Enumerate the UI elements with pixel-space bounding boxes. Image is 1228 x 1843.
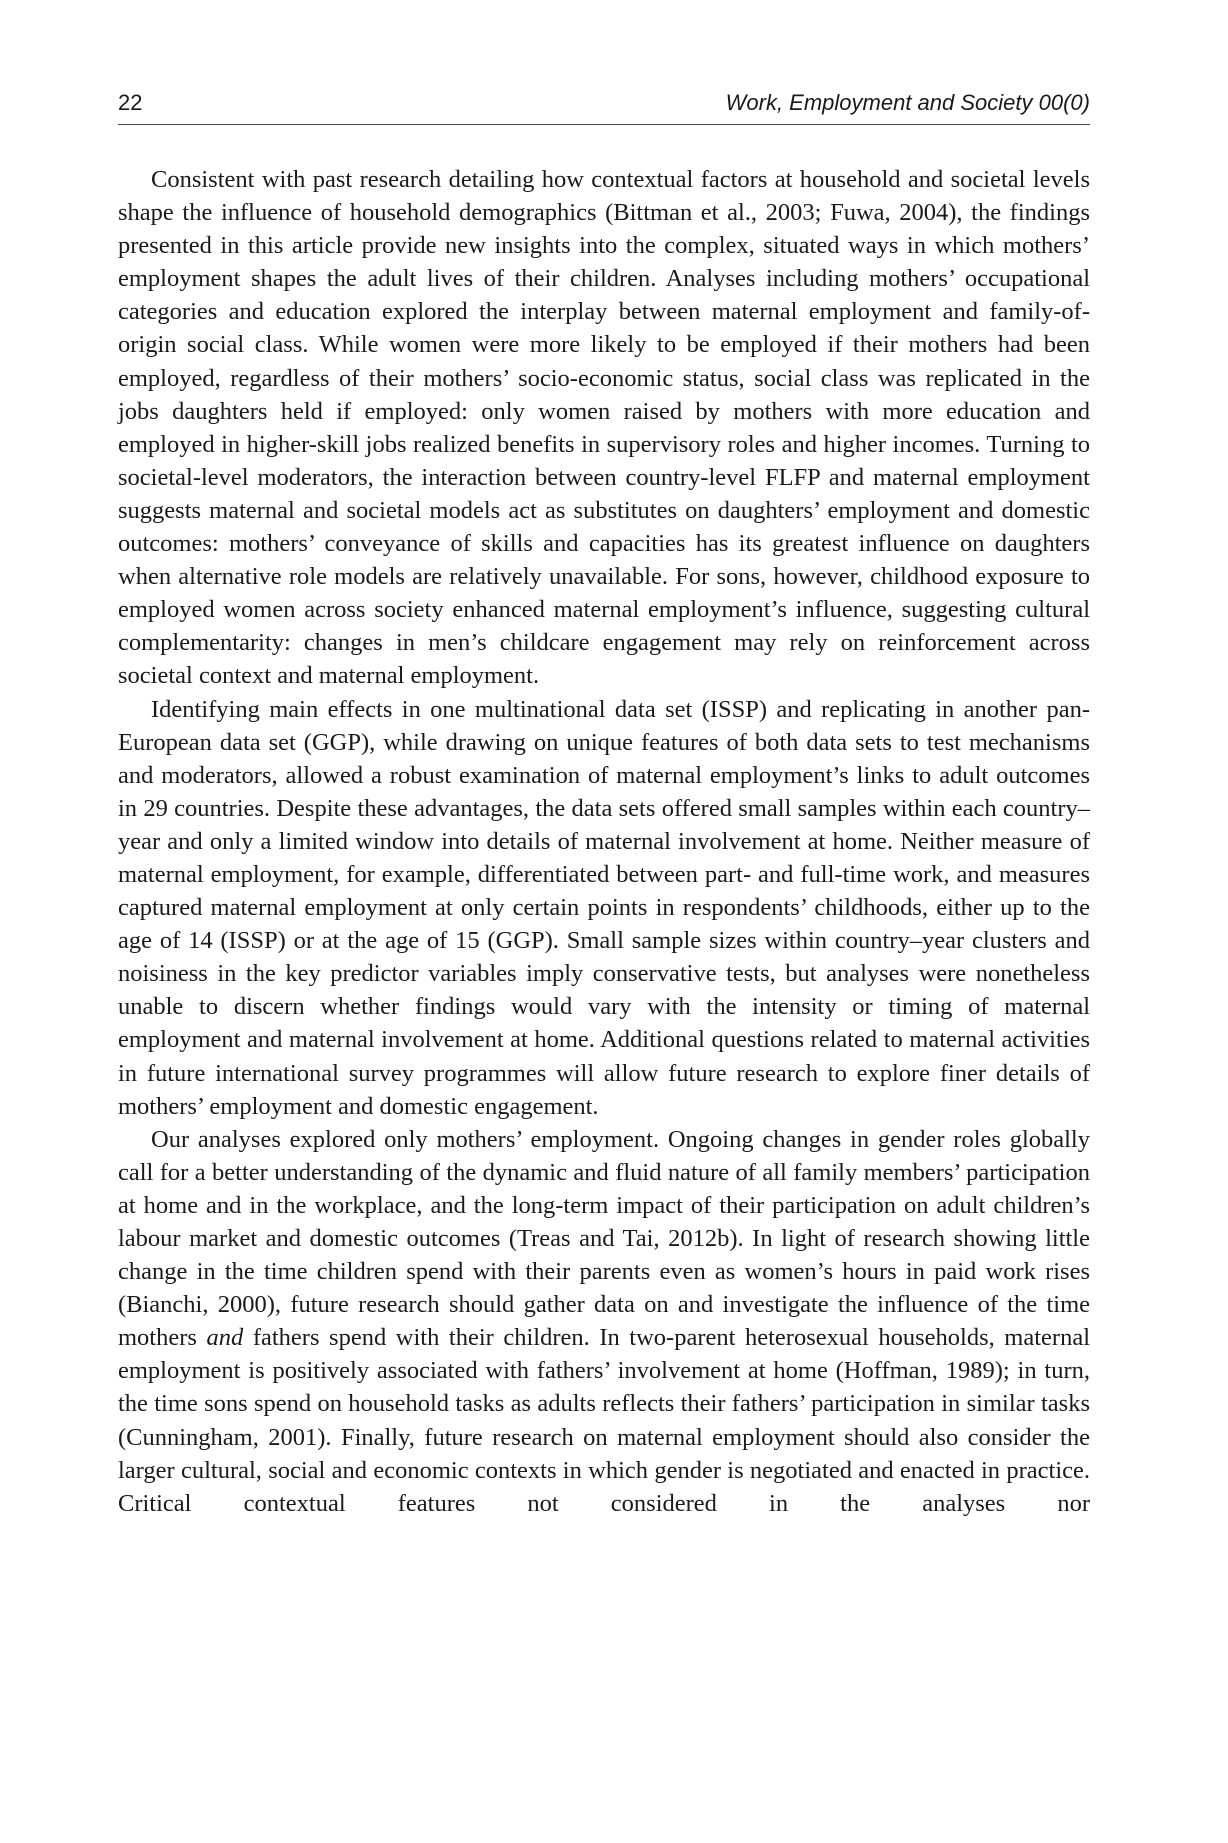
paragraph-text-segment: Our analyses explored only mothers’ employment. Ongoing changes in gender roles globally call for a better understanding of the dynamic and fluid nature of all family members’ participation at home and in the workplace, and the long-term impact of their participation on adult children’s labour market and domestic outcomes (Treas and Tai, 2012b). In light of research showing little change in the time children spend with their parents even as women’s hours in paid work rises (Bianchi, 2000), future research should gather data on and investigate the influence of the time mothers <box>118 1125 1090 1352</box>
emphasis-and: and <box>206 1324 244 1352</box>
paragraph-contextual-factors: Consistent with past research detailing how contextual factors at household and societal levels shape the influence of household demographics (Bittman et al., 2003; Fuwa, 2004), the findings presented in this article provide new insights into the complex, situated ways in which mothers’ employment shapes the adult lives of their children. Analyses including mothers’ occupational categories and education explored the interplay between maternal employment and family-of-origin social class. While women were more likely to be employed if their mothers had been employed, regardless of their mothers’ socio-economic status, social class was replicated in the jobs daughters held if employed: only women raised by mothers with more education and employed in higher-skill jobs realized benefits in supervisory roles and higher incomes. Turning to societal-level moderators, the interaction between country-level FLFP and maternal employment suggests maternal and societal models act as substitutes on daughters’ employment and domestic outcomes: mothers’ conveyance of skills and capacities has its greatest influence on daughters when alternative role models are relatively unavailable. For sons, however, childhood exposure to employed women across society enhanced maternal employment’s influence, suggesting cultural complementarity: changes in men’s childcare engagement may rely on reinforcement across societal context and maternal employment. <box>118 166 1090 690</box>
journal-title: Work, Employment and Society 00(0) <box>725 90 1090 115</box>
paragraph-data-limitations: Identifying main effects in one multinational data set (ISSP) and replicating in another pan-European data set (GGP), while drawing on unique features of both data sets to test mechanisms and moderators, allowed a robust examination of maternal employment’s links to adult outcomes in 29 countries. Despite these advantages, the data sets offered small samples within each country–year and only a limited window into details of maternal involvement at home. Neither measure of maternal employment, for example, differentiated between part- and full-time work, and measures captured maternal employment at only certain points in respondents’ childhoods, either up to the age of 14 (ISSP) or at the age of 15 (GGP). Small sample sizes within country–year clusters and noisiness in the key predictor variables imply conservative tests, but analyses were nonetheless unable to discern whether findings would vary with the intensity or timing of maternal employment and maternal involvement at home. Additional questions related to maternal activities in future international survey programmes will allow future research to explore finer details of mothers’ employment and domestic engagement. <box>118 695 1090 1120</box>
paragraph-future-research <box>118 1123 1090 1520</box>
paragraph-text-segment: fathers spend with their children. In two-parent heterosexual households, maternal employment is positively associated with fathers’ involvement at home (Hoffman, 1989); in turn, the time sons spend on household tasks as adults reflects their fathers’ participation in similar tasks (Cunningham, 2001). Finally, future research on maternal employment should also consider the larger cultural, social and economic contexts in which gender is negotiated and enacted in practice. Critical contextual features not considered in the analyses nor <box>118 1324 1090 1517</box>
page-header <box>118 88 1090 125</box>
article-body <box>118 163 1090 1520</box>
page-number: 22 <box>118 90 143 115</box>
